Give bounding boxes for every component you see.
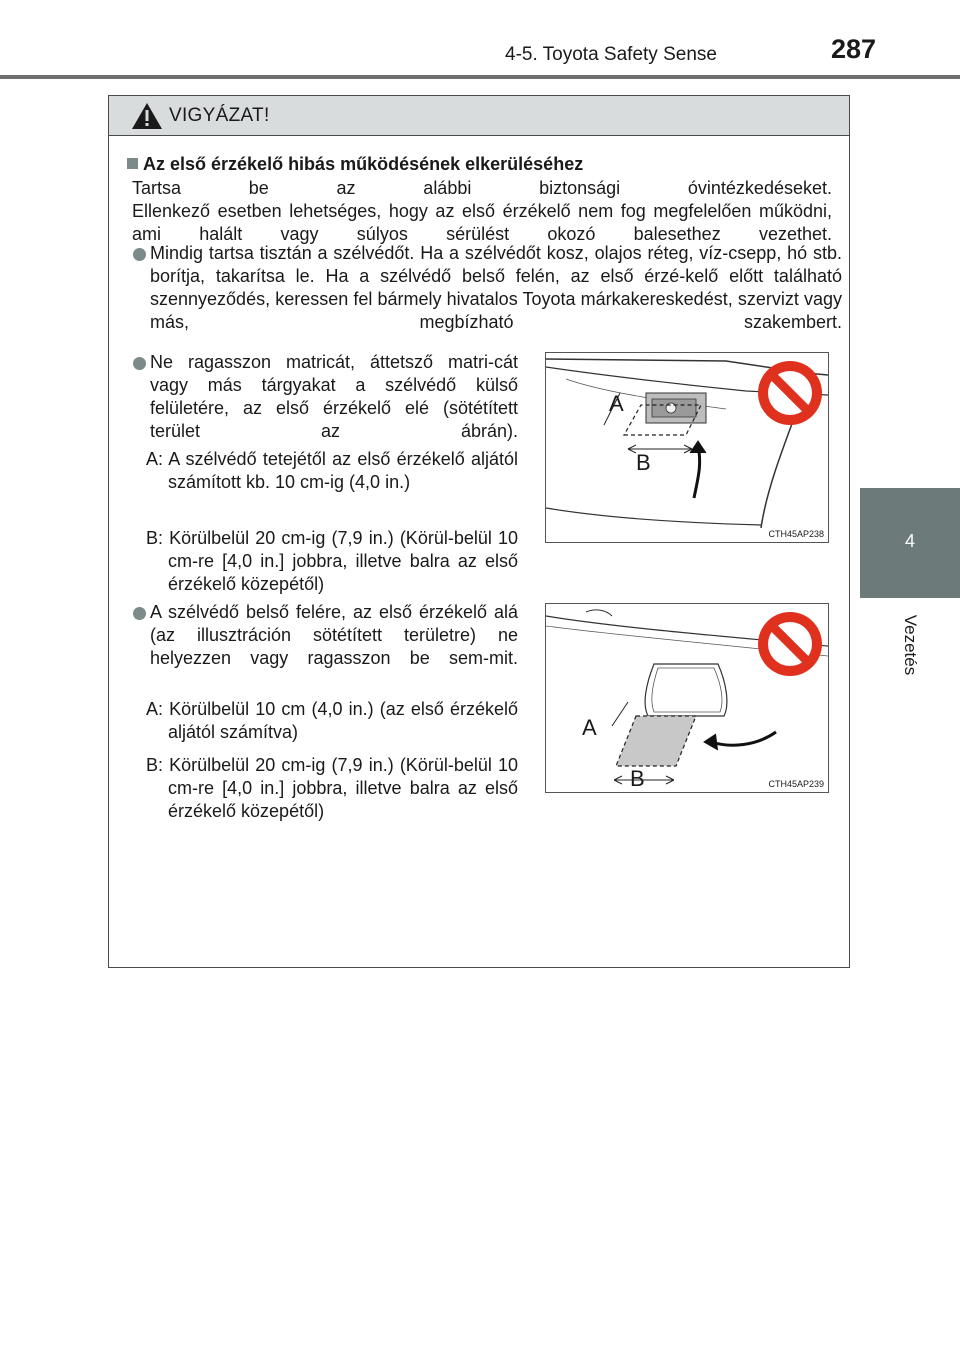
label-b: B xyxy=(636,450,651,475)
dimension-a-outer: A: A szélvédő tetejétől az első érzékelő aljától számított kb. 10 cm-ig (4,0 in.) xyxy=(146,449,518,492)
chapter-tab[interactable] xyxy=(860,488,960,598)
figure-windshield-outside xyxy=(545,352,829,543)
dimension-a-inner: A: Körülbelül 10 cm (4,0 in.) (az első érzékelő aljától számítva) xyxy=(146,699,518,742)
chapter-label-text: Vezetés xyxy=(901,614,920,676)
bullet-dot-icon xyxy=(133,357,146,370)
windshield-outside-illustration xyxy=(546,353,828,542)
bullet-clean-windshield: Mindig tartsa tisztán a szélvédőt. Ha a szélvédőt kosz, olajos réteg, víz-csepp, hó stb. borítja, takarítsa le. Ha a szélvédő belső felén, az első érzé-kelő előtt található szennyeződés, keressen fel bármely hivatalos Toyota márkakereskedést, szervizt vagy más, megbízható szakembert. xyxy=(150,243,842,332)
intro-text-1: Tartsa be az alábbi biztonsági óvintézkedéseket. xyxy=(132,178,832,198)
bullet-dot-icon xyxy=(133,248,146,261)
bullet-dot-icon xyxy=(133,607,146,620)
chapter-label xyxy=(897,600,923,690)
dimension-b-outer: B: Körülbelül 20 cm-ig (7,9 in.) (Körül-belül 10 cm-re [4,0 in.] jobbra, illetve balra az első érzékelő közepétől) xyxy=(146,528,518,594)
square-bullet-icon xyxy=(127,158,138,169)
label-a: A xyxy=(609,391,624,416)
header-divider xyxy=(0,75,960,79)
section-title: 4-5. Toyota Safety Sense xyxy=(505,44,717,65)
intro-text-2: Ellenkező esetben lehetséges, hogy az első érzékelő nem fog megfelelően működni, ami halált vagy súlyos sérülést okozó balesethez vezethet. xyxy=(132,201,832,244)
figure-windshield-inside xyxy=(545,603,829,793)
page-number: 287 xyxy=(831,34,877,64)
warning-heading-text: Az első érzékelő hibás működésének elkerüléséhez xyxy=(143,154,584,174)
label-a: A xyxy=(582,715,597,740)
chapter-number: 4 xyxy=(904,531,915,551)
warning-box xyxy=(108,95,850,968)
figure-code: CTH45AP239 xyxy=(768,779,824,789)
label-b: B xyxy=(630,766,645,791)
bullet-no-objects-inside: A szélvédő belső felére, az első érzékelő alá (az illusztráción sötétített területre) ne helyezzen vagy ragasszon be sem-mit. xyxy=(150,602,518,668)
bullet-no-stickers: Ne ragasszon matricát, áttetsző matri-cát vagy más tárgyakat a szélvédő külső felületére, az első érzékelő elé (sötétített terület az ábrán). xyxy=(150,352,518,441)
warning-title: VIGYÁZAT! xyxy=(169,105,270,126)
figure-code: CTH45AP238 xyxy=(768,529,824,539)
windshield-inside-illustration xyxy=(546,604,828,792)
warning-heading xyxy=(127,154,583,175)
warning-triangle-icon xyxy=(131,102,163,130)
warning-header xyxy=(109,96,849,136)
dimension-b-inner: B: Körülbelül 20 cm-ig (7,9 in.) (Körül-belül 10 cm-re [4,0 in.] jobbra, illetve balra az első érzékelő közepétől) xyxy=(146,755,518,821)
